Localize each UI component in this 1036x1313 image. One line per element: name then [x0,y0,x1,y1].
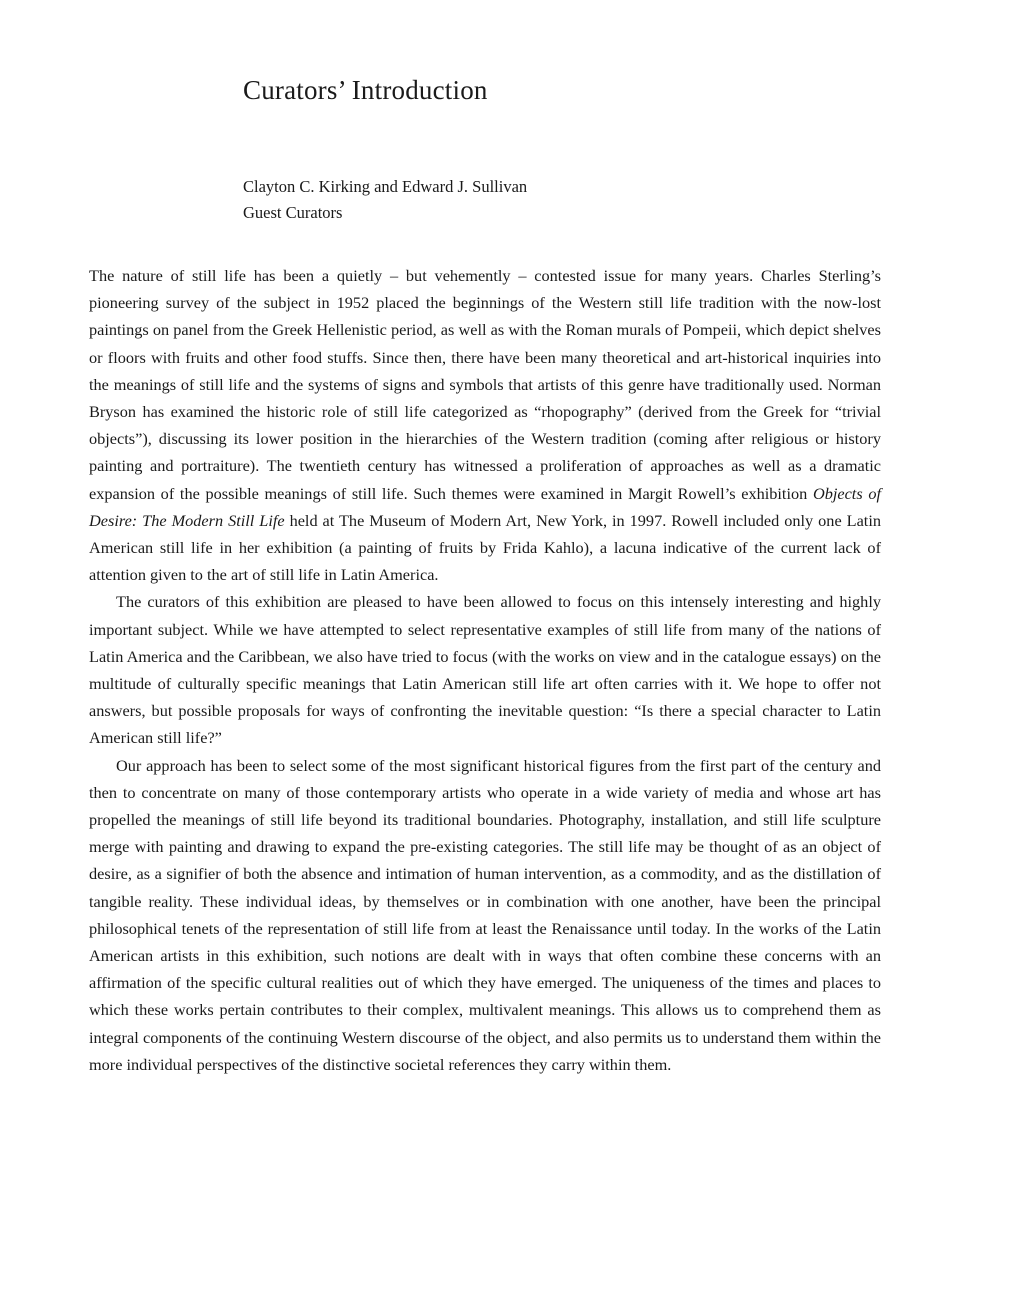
paragraph-2: The curators of this exhibition are pleased to have been allowed to focus on this intensely interesting and highly important subject. While we have attempted to select representative examples of still life from many of the nations of Latin America and the Caribbean, we also have tried to focus (with the works on view and in the catalogue essays) on the multitude of culturally specific meanings that Latin American still life art often carries with it. We hope to offer not answers, but possible proposals for ways of confronting the inevitable question: “Is there a special character to Latin American still life?” [89,592,881,748]
paragraph-1-part-a: The nature of still life has been a quietly – but vehemently – contested issue for many years. Charles Sterling’s pioneering survey of the subject in 1952 placed the beginnings of the Western still life tradition with the now-lost paintings on panel from the Greek Hellenistic period, as well as with the Roman murals of Pompeii, which depict shelves or floors with fruits and other food stuffs. Since then, there have been many theoretical and art-historical inquiries into the meanings of still life and the systems of signs and symbols that artists of this genre have traditionally used. Norman Bryson has examined the historic role of still life categorized as “rhopography” (derived from the Greek for “trivial objects”), discussing its lower position in the hierarchies of the Western tradition (coming after religious or history painting and portraiture). The twentieth century has witnessed a proliferation of approaches as well as a dramatic expansion of the possible meanings of still life. Such themes were examined in Margit Rowell’s exhibition [89,266,881,503]
body-text [89,262,881,1078]
byline-authors: Clayton C. Kirking and Edward J. Sullivan [243,177,528,196]
page-title: Curators’ Introduction [243,75,488,105]
byline-role: Guest Curators [243,203,343,222]
byline [243,174,527,226]
exhibition-title: Objects of Desire: The Modern Still Life [89,483,882,530]
paragraph-1 [89,262,881,588]
paragraph-3: Our approach has been to select some of the most significant historical figures from the first part of the century and then to concentrate on many of those contemporary artists who operate in a wide variety of media and whose art has propelled the meanings of still life beyond its traditional boundaries. Photography, installation, and still life sculpture merge with painting and drawing to expand the pre-existing categories. The still life may be thought of as an object of desire, as a signifier of both the absence and intimation of human intervention, as a commodity, and as the distillation of tangible reality. These individual ideas, by themselves or in combination with one another, have been the principal philosophical tenets of the representation of still life from at least the Renaissance until today. In the works of the Latin American artists in this exhibition, such notions are dealt with in ways that often combine these concerns with an affirmation of the specific cultural realities out of which they have emerged. The uniqueness of the times and places to which these works pertain contributes to their complex, multivalent meanings. This allows us to comprehend them as integral components of the continuing Western discourse of the object, and also permits us to understand them within the more individual perspectives of the distinctive societal references they carry within them. [89,755,881,1074]
paragraph-1-part-b: held at The Museum of Modern Art, New York, in 1997. Rowell included only one Latin American still life in her exhibition (a painting of fruits by Frida Kahlo), a lacuna indicative of the current lack of attention given to the art of still life in Latin America. [89,510,881,585]
